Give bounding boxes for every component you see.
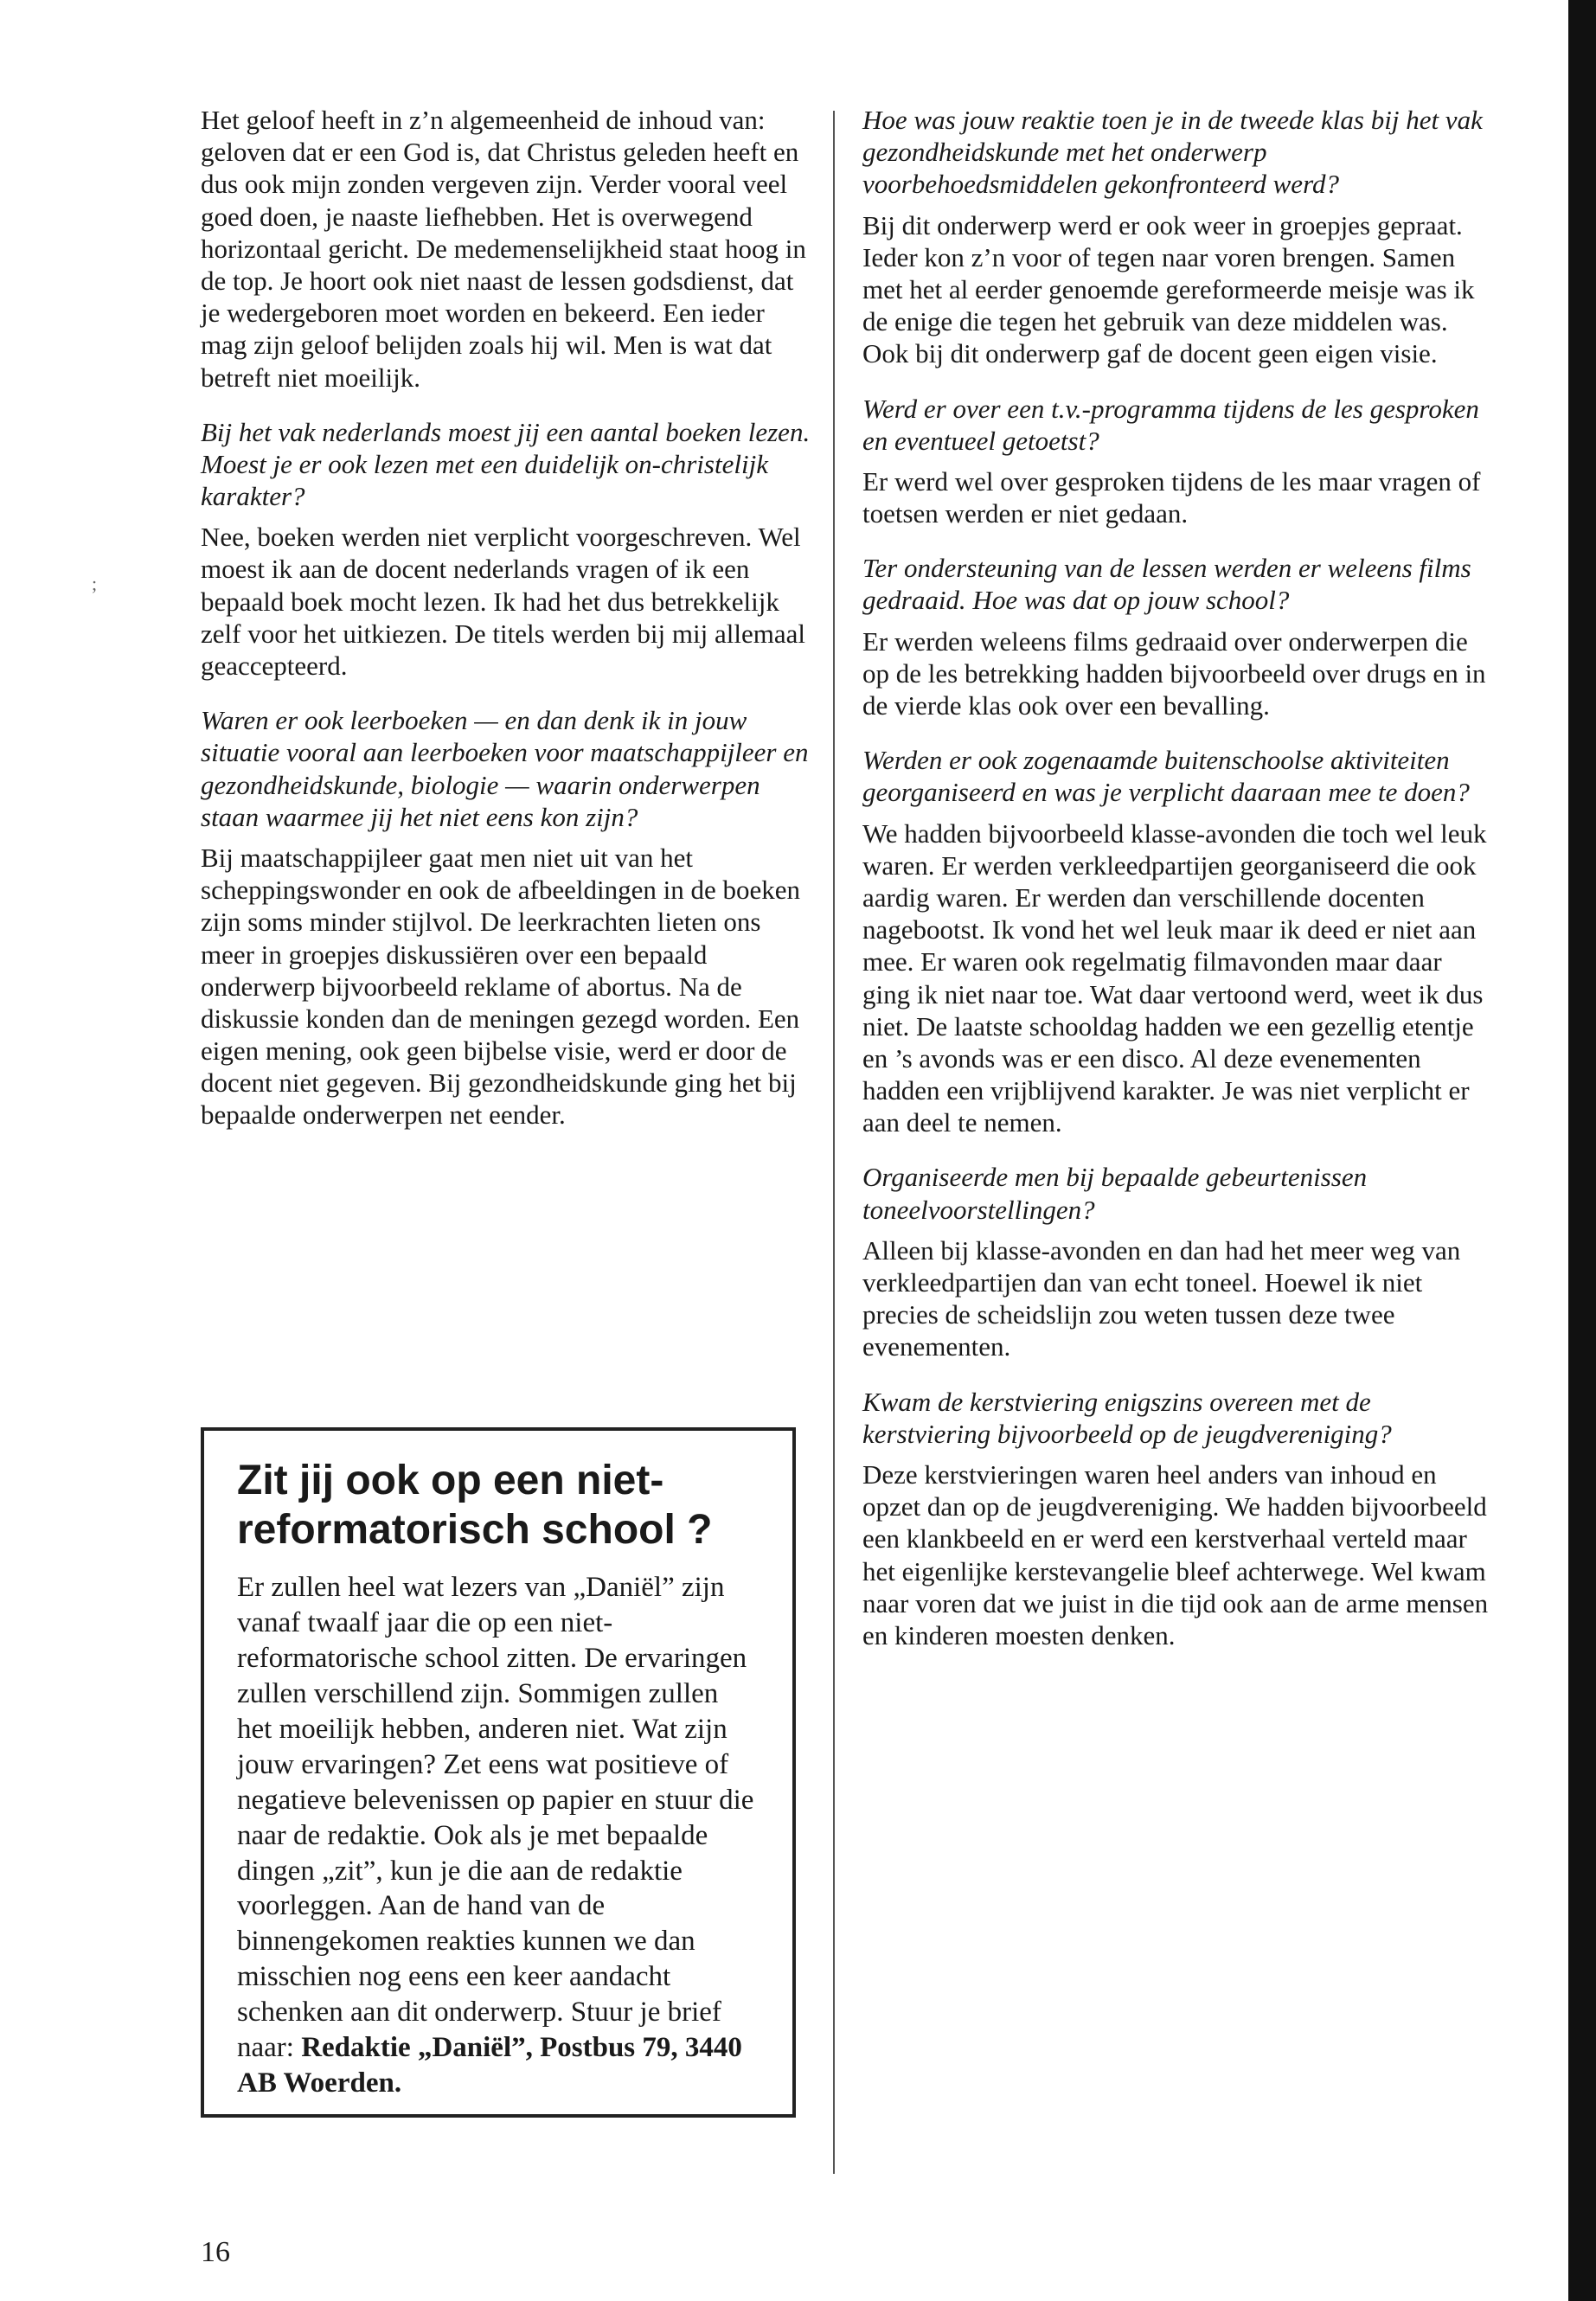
page-number: 16 [201,2236,230,2268]
interview-answer: Nee, boeken werden niet verplicht voorgeschreven. Wel moest ik aan de docent nederlands vragen of ik een bepaald boek mocht lezen. Ik had het dus betrekkelijk zelf voor het uitkiezen. De titels werden bij mij allemaal geaccepteerd. [201,522,805,681]
interview-question: Organiseerde men bij bepaalde gebeurtenissen toneelvoorstellingen? [862,1162,1368,1225]
box-title: Zit jij ook op een niet-reformatorisch school ? [237,1458,713,1553]
interview-answer: Bij dit onderwerp werd er ook weer in groepjes gepraat. Ieder kon z’n voor of tegen naar voren brengen. Samen met het al eerder genoemde gereformeerde meisje was ik de enige die tegen het gebruik van deze middelen was. Ook bij dit onderwerp gaf de docent geen eigen visie. [862,209,1475,369]
interview-answer: Alleen bij klasse-avonden en dan had het meer weg van verkleedpartijen dan van echt toneel. Hoewel ik niet precies de scheidslijn zou weten tussen deze twee evenementen. [862,1234,1461,1362]
interview-question: Bij het vak nederlands moest jij een aantal boeken lezen. Moest je er ook lezen met een duidelijk on-christelijk karakter? [201,416,811,512]
call-to-action-box [201,1427,796,2118]
box-address: Redaktie „Daniël”, Postbus 79, 3440 AB Woerden. [237,2032,742,2099]
interview-question: Werd er over een t.v.-programma tijdens de les gesproken en eventueel getoetst? [862,393,1479,456]
right-column [862,104,1494,1674]
column-divider [833,111,835,2174]
interview-answer: We hadden bijvoorbeeld klasse-avonden die toch wel leuk waren. Er werden verkleedpartijen georganiseerd die ook aardig waren. Er werden dan verschillende docenten nagebootst. Ik vond het wel leuk maar ik deed er niet aan mee. Er waren ook regelmatig filmavonden maar daar ging ik niet naar toe. Wat daar vertoond werd, weet ik dus niet. De laatste schooldag hadden we een gezellig etentje en ’s avonds was er een disco. Al deze evenementen hadden een vrijblijvend karakter. Je was niet verplicht er aan deel te nemen. [862,817,1487,1138]
box-body-text: Er zullen heel wat lezers van „Daniël” zijn vanaf twaalf jaar die op een niet-reformatorische school zitten. De ervaringen zullen verschillend zijn. Sommigen zullen het moeilijk hebben, anderen niet. Wat zijn jouw ervaringen? Zet eens wat positieve of negatieve belevenissen op papier en stuur die naar de redaktie. Ook als je met bepaalde dingen „zit”, kun je die aan de redaktie voorleggen. Aan de hand van de binnengekomen reakties kunnen we dan misschien nog eens een keer aandacht schenken aan dit onderwerp. [237,1572,754,2029]
interview-answer: Er werd wel over gesproken tijdens de les maar vragen of toetsen werden er niet gedaan. [862,465,1481,529]
left-column [201,104,817,1154]
interview-answer: Bij maatschappijleer gaat men niet uit van het scheppingswonder en ook de afbeeldingen in de boeken zijn soms minder stijlvol. De leerkrachten lieten ons meer in groepjes diskussiëren over een bepaald onderwerp bijvoorbeeld reklame of abortus. Na de diskussie konden dan de meningen gezegd worden. Een eigen mening, ook geen bijbelse visie, werd er door de docent niet gegeven. Bij gezondheidskunde ging het bij bepaalde onderwerpen net eender. [201,842,800,1131]
box-body [237,1570,760,2101]
interview-answer: Er werden weleens films gedraaid over onderwerpen die op de les betrekking hadden bijvoorbeeld over drugs en in de vierde klas ook over een bevalling. [862,625,1486,721]
box-send-prefix: Stuur je brief naar: [237,1997,721,2064]
interview-answer: Het geloof heeft in z’n algemeenheid de inhoud van: geloven dat er een God is, dat Christus geleden heeft en dus ook mijn zonden vergeven zijn. Verder vooral veel goed doen, je naaste liefhebben. Het is overwegend horizontaal gericht. De medemenselijkheid staat hoog in de top. Je hoort ook niet naast de lessen godsdienst, dat je wedergeboren moet worden en bekeerd. Een ieder mag zijn geloof belijden zoals hij wil. Men is wat dat betreft niet moeilijk. [201,105,806,393]
interview-question: Kwam de kerstviering enigszins overeen met de kerstviering bijvoorbeeld op de jeugdvereniging? [862,1386,1392,1449]
stray-mark: ; [92,573,98,594]
interview-question: Waren er ook leerboeken — en dan denk ik in jouw situatie vooral aan leerboeken voor maatschappijleer en gezondheidskunde, biologie — waarin onderwerpen staan waarmee jij het niet eens kon zijn? [201,705,809,832]
interview-answer: Deze kerstvieringen waren heel anders van inhoud en opzet dan op de jeugdvereniging. We hadden bijvoorbeeld een klankbeeld en er werd een kerstverhaal verteld maar het eigenlijke kerstevangelie bleef achterwege. Wel kwam naar voren dat we juist in die tijd ook aan de arme mensen en kinderen moesten denken. [862,1458,1489,1650]
interview-question: Ter ondersteuning van de lessen werden er weleens films gedraaid. Hoe was dat op jouw school? [862,553,1471,616]
interview-question: Hoe was jouw reaktie toen je in de tweede klas bij het vak gezondheidskunde met het onderwerp voorbehoedsmiddelen gekonfronteerd werd? [862,105,1483,200]
page-edge-bar [1568,0,1596,2301]
interview-question: Werden er ook zogenaamde buitenschoolse aktiviteiten georganiseerd en was je verplicht daaraan mee te doen? [862,745,1470,808]
